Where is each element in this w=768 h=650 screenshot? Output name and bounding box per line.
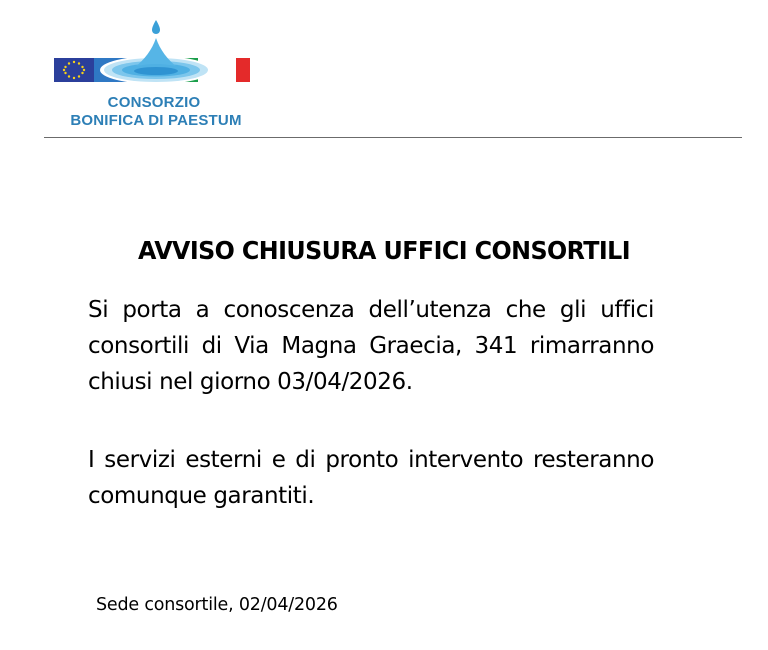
consorzio-logo xyxy=(44,18,268,130)
header-divider xyxy=(44,137,742,138)
logo-text-consorzio: CONSORZIO xyxy=(107,94,201,111)
notice-footer-place-date: Sede consortile, 02/04/2026 xyxy=(96,595,338,615)
water-drop-flag-logo-icon xyxy=(52,18,260,92)
notice-paragraph-2: I servizi esterni e di pronto intervento resteranno comunque garantiti. xyxy=(88,447,654,509)
logo-text-bonifica: BONIFICA DI PAESTUM xyxy=(70,112,242,129)
notice-title: AVVISO CHIUSURA UFFICI CONSORTILI xyxy=(137,236,631,265)
notice-paragraph-1: Si porta a conoscenza dell’utenza che gli uffici consortili di Via Magna Graecia, 341 rimarranno chiusi nel giorno 03/04/2026. xyxy=(88,297,654,395)
